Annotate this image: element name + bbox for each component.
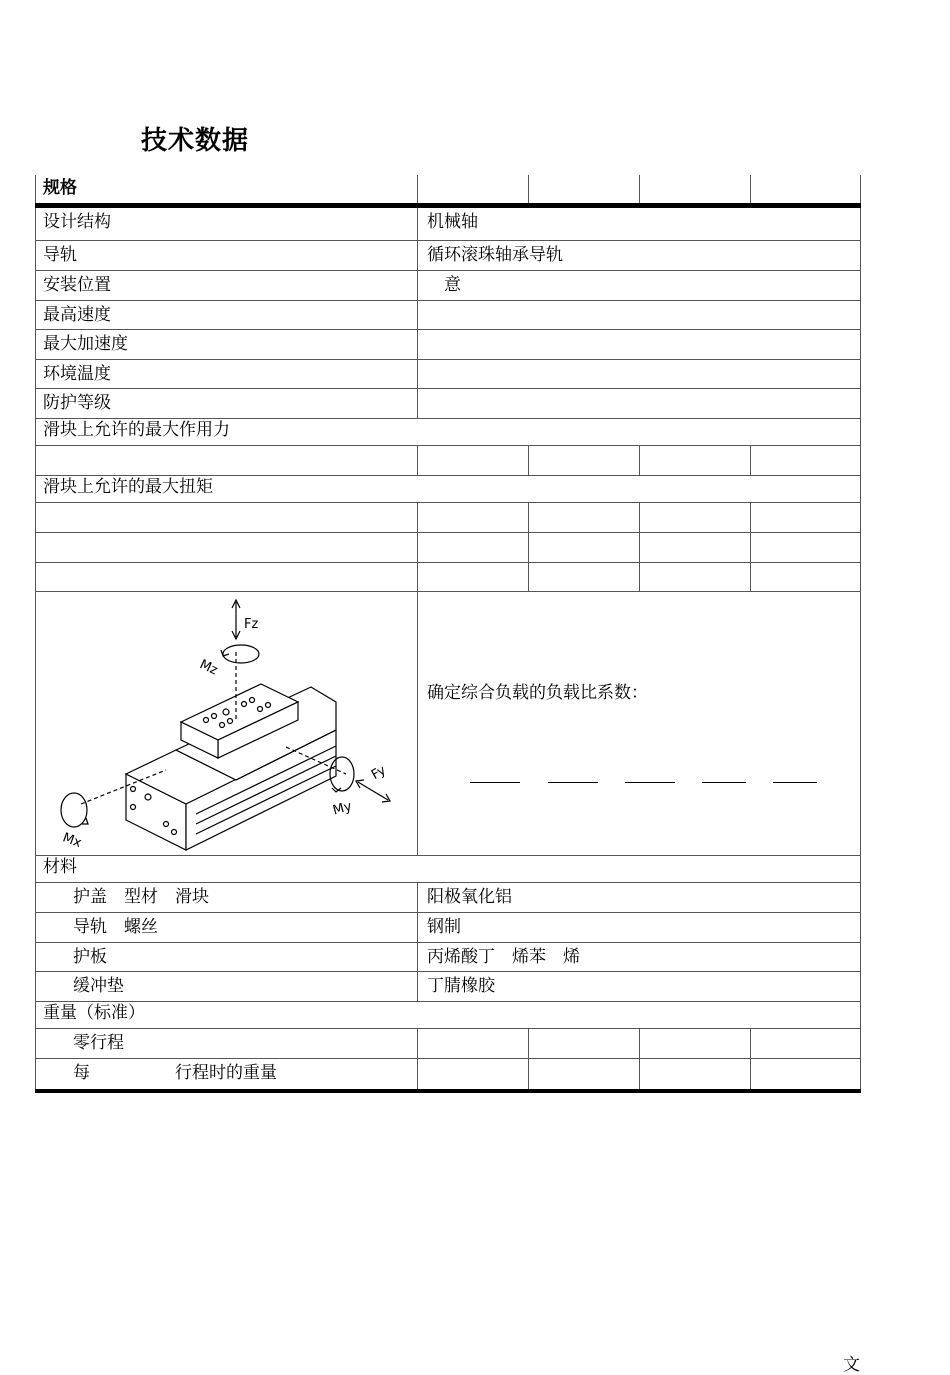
table-row <box>35 943 861 972</box>
size-col-2 <box>528 175 639 203</box>
row-cell <box>528 503 639 532</box>
table-row <box>35 446 861 476</box>
table-header-row <box>35 175 861 208</box>
row-label: 最高速度 <box>35 301 417 329</box>
table-row <box>35 883 861 913</box>
section-row-force <box>35 419 861 446</box>
section-label: 材料 <box>35 856 861 882</box>
row-label: 最大加速度 <box>35 330 417 359</box>
row-cell <box>417 446 528 475</box>
table-row <box>35 1059 861 1093</box>
row-label: 环境温度 <box>35 360 417 388</box>
row-cell <box>417 533 528 562</box>
row-cell <box>417 563 528 591</box>
row-value: 丁腈橡胶 <box>417 972 861 1001</box>
table-row <box>35 972 861 1002</box>
row-label <box>35 503 417 532</box>
page-title: 技术数据 <box>141 126 250 156</box>
row-value: 意 <box>417 271 861 300</box>
row-cell <box>639 1029 750 1058</box>
table-row <box>35 330 861 360</box>
row-label: 防护等级 <box>35 389 417 418</box>
row-cell <box>639 563 750 591</box>
formula-blank <box>470 782 520 783</box>
section-row-materials <box>35 856 861 883</box>
row-cell <box>528 533 639 562</box>
table-row <box>35 1029 861 1059</box>
row-label <box>35 563 417 591</box>
spec-table <box>35 175 861 1093</box>
diagram-row <box>35 592 861 856</box>
row-label: 导轨 螺丝 <box>35 913 417 942</box>
row-cell <box>417 503 528 532</box>
row-cell <box>639 533 750 562</box>
load-diagram <box>35 592 417 855</box>
row-cell <box>750 503 861 532</box>
table-row <box>35 389 861 419</box>
row-cell <box>750 533 861 562</box>
load-ratio-cell <box>417 592 861 855</box>
row-value <box>417 360 861 388</box>
row-value: 钢制 <box>417 913 861 942</box>
table-row <box>35 360 861 389</box>
section-row-weight <box>35 1002 861 1029</box>
formula-blank <box>773 782 817 783</box>
row-value: 阳极氧化铝 <box>417 883 861 912</box>
footer-mark: 文 <box>843 1355 860 1375</box>
table-row <box>35 913 861 943</box>
table-row <box>35 503 861 533</box>
formula-blank <box>625 782 675 783</box>
size-col-3 <box>639 175 750 203</box>
row-label <box>35 533 417 562</box>
table-row <box>35 301 861 330</box>
table-row <box>35 533 861 563</box>
label-fz: Fz <box>244 617 259 632</box>
section-label: 重量（标准） <box>35 1002 861 1028</box>
size-col-1 <box>417 175 528 203</box>
row-cell <box>528 1029 639 1058</box>
row-value: 循环滚珠轴承导轨 <box>417 241 861 270</box>
section-label: 滑块上允许的最大扭矩 <box>35 476 861 502</box>
row-label: 导轨 <box>35 241 417 270</box>
row-cell <box>639 503 750 532</box>
row-cell <box>417 1029 528 1058</box>
label-mz: Mz <box>197 657 220 679</box>
label-fy: Fy <box>369 762 389 783</box>
row-cell <box>750 1059 861 1089</box>
row-label: 护板 <box>35 943 417 971</box>
row-value: 丙烯酸丁 烯苯 烯 <box>417 943 861 971</box>
formula-blank <box>702 782 746 783</box>
row-cell <box>750 446 861 475</box>
label-my: My <box>331 799 354 819</box>
row-label: 安装位置 <box>35 271 417 300</box>
row-cell <box>750 1029 861 1058</box>
row-value <box>417 389 861 418</box>
row-label: 每 行程时的重量 <box>35 1059 417 1089</box>
section-label: 滑块上允许的最大作用力 <box>35 419 861 445</box>
row-cell <box>750 563 861 591</box>
row-label: 护盖 型材 滑块 <box>35 883 417 912</box>
table-row <box>35 241 861 271</box>
row-cell <box>639 1059 750 1089</box>
table-row <box>35 208 861 241</box>
row-cell <box>528 563 639 591</box>
spec-header-label: 规格 <box>35 175 417 203</box>
axis-load-illustration <box>36 592 418 856</box>
row-cell <box>528 446 639 475</box>
row-value: 机械轴 <box>417 208 861 240</box>
section-row-torque <box>35 476 861 503</box>
row-label: 设计结构 <box>35 208 417 240</box>
row-cell <box>528 1059 639 1089</box>
row-label: 缓冲垫 <box>35 972 417 1001</box>
size-col-4 <box>750 175 861 203</box>
load-ratio-text: 确定综合负载的负载比系数： <box>427 683 648 703</box>
table-row <box>35 563 861 592</box>
label-mx: Mx <box>60 830 84 851</box>
row-cell <box>417 1059 528 1089</box>
formula-blank <box>548 782 598 783</box>
row-value <box>417 330 861 359</box>
row-value <box>417 301 861 329</box>
row-cell <box>639 446 750 475</box>
row-label <box>35 446 417 475</box>
table-row <box>35 271 861 301</box>
row-label: 零行程 <box>35 1029 417 1058</box>
